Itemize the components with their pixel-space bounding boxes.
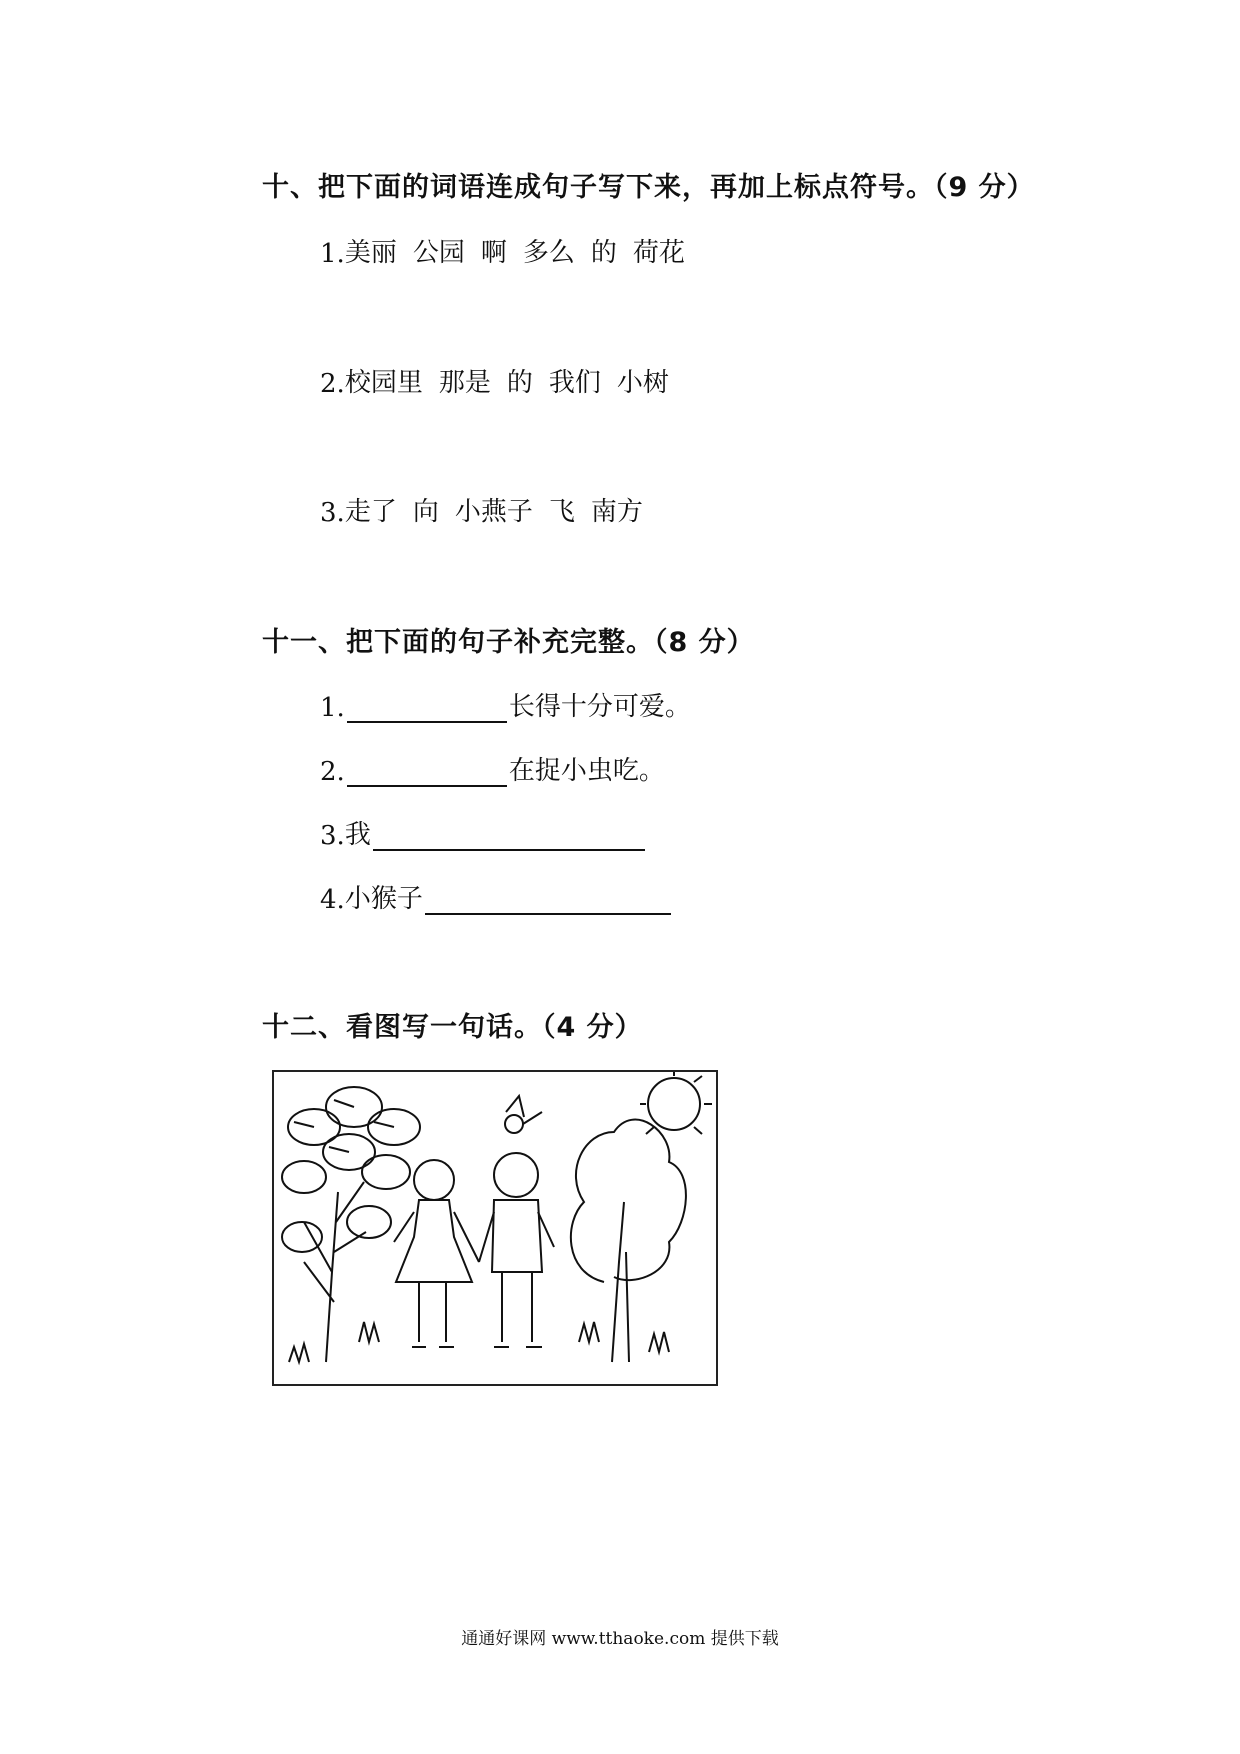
bird [505, 1115, 523, 1133]
answer-blank[interactable] [373, 823, 645, 851]
line-drawing [274, 1072, 716, 1384]
item-number: 3. [320, 498, 345, 528]
word: 多么 [522, 238, 575, 268]
answer-blank[interactable] [425, 887, 671, 915]
right-tree-crown [571, 1120, 686, 1282]
sentence-item-2 [320, 362, 685, 399]
leaf [282, 1161, 326, 1193]
fill-item-4 [320, 878, 673, 915]
word: 向 [412, 497, 439, 527]
word: 公园 [412, 238, 465, 268]
word: 的 [506, 368, 533, 398]
boy-head [494, 1153, 538, 1197]
sentence-after: 在捉小虫吃。 [508, 756, 665, 786]
leaf [282, 1222, 322, 1252]
word-list [345, 362, 685, 399]
item-number: 2. [320, 757, 345, 787]
word: 校园里 [344, 368, 423, 398]
item-number: 2. [320, 369, 345, 399]
fill-item-2 [320, 750, 665, 787]
item-number: 1. [320, 239, 345, 269]
word: 的 [590, 238, 617, 268]
word: 小树 [616, 368, 669, 398]
section-12-heading: 十二、看图写一句话。（4 分） [262, 1012, 643, 1043]
sentence-after: 长得十分可爱。 [508, 692, 691, 722]
fill-item-1 [320, 686, 691, 723]
sentence-before: 我 [344, 820, 371, 850]
right-tree-trunk [612, 1202, 629, 1362]
section-11-heading: 十一、把下面的句子补充完整。（8 分） [262, 627, 755, 658]
item-number: 3. [320, 821, 345, 851]
section-10-heading: 十、把下面的词语连成句子写下来，再加上标点符号。（9 分） [262, 172, 1035, 203]
fill-item-3 [320, 814, 647, 851]
girl-body [396, 1200, 472, 1282]
word: 小燕子 [454, 497, 533, 527]
word: 南方 [590, 497, 643, 527]
word: 啊 [480, 238, 507, 268]
sentence-item-1 [320, 232, 701, 269]
word: 荷花 [632, 238, 685, 268]
illustration-children-walking [272, 1070, 718, 1386]
word-list [345, 491, 659, 528]
answer-blank[interactable] [347, 695, 507, 723]
word: 那是 [438, 368, 491, 398]
word: 我们 [548, 368, 601, 398]
word-list [345, 232, 701, 269]
word: 美丽 [344, 238, 397, 268]
footer-text: 通通好课网 www.tthaoke.com 提供下载 [461, 1629, 779, 1649]
sentence-before: 小猴子 [344, 884, 423, 914]
sun [648, 1078, 700, 1130]
answer-blank[interactable] [347, 759, 507, 787]
item-number: 1. [320, 693, 345, 723]
boy-body [492, 1200, 542, 1272]
word: 走了 [344, 497, 397, 527]
sentence-item-3 [320, 491, 659, 528]
girl-head [414, 1160, 454, 1200]
leaf [362, 1155, 410, 1189]
item-number: 4. [320, 885, 345, 915]
word: 飞 [548, 497, 575, 527]
leaf [347, 1206, 391, 1238]
